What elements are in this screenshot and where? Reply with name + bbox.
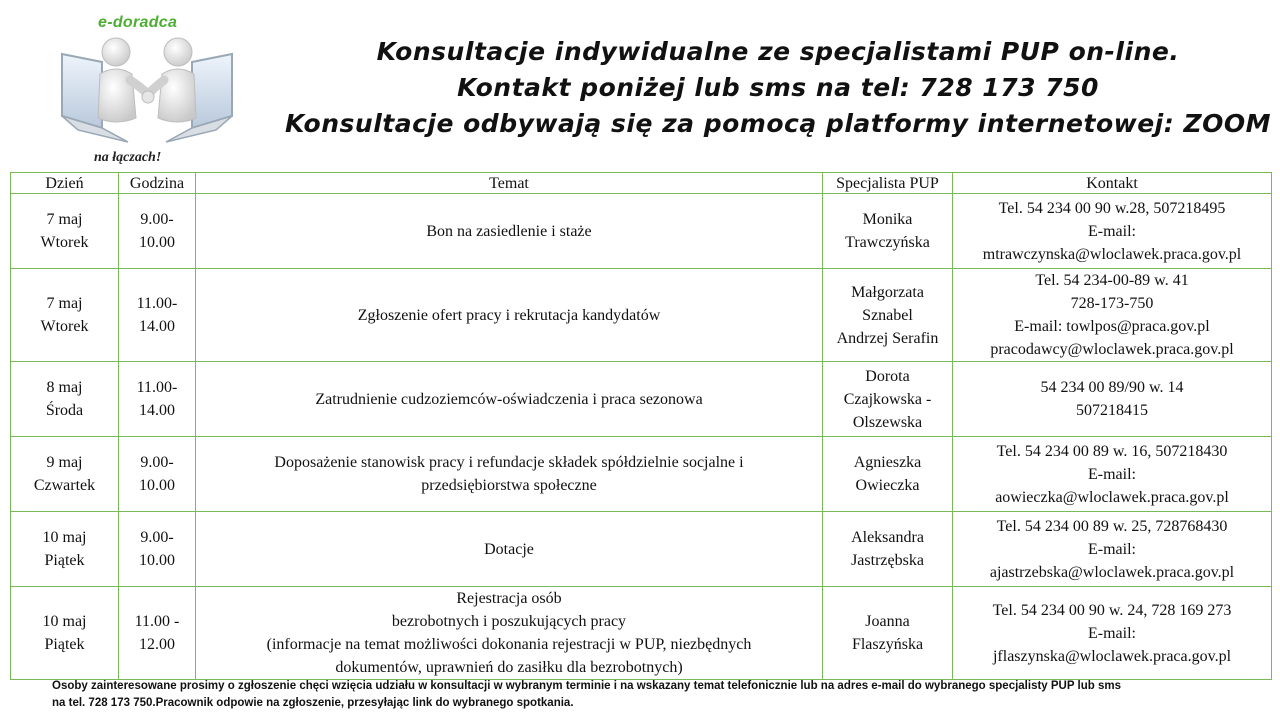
cell-contact[interactable]: 54 234 00 89/90 w. 14 507218415: [953, 362, 1272, 437]
column-header-topic: Temat: [196, 173, 823, 194]
handshake-laptops-icon: [58, 30, 236, 148]
table-row: [11, 587, 1272, 680]
cell-contact[interactable]: Tel. 54 234 00 90 w. 24, 728 169 273 E-mail: jflaszynska@wloclawek.praca.gov.pl: [953, 587, 1272, 680]
cell-day: 10 maj Piątek: [11, 512, 119, 587]
logo-brand-text: e-doradca: [98, 14, 178, 31]
cell-contact[interactable]: Tel. 54 234 00 90 w.28, 507218495 E-mail: mtrawczynska@wloclawek.praca.gov.pl: [953, 194, 1272, 269]
logo: [58, 10, 236, 168]
cell-topic: Dotacje: [196, 512, 823, 587]
cell-specialist: Monika Trawczyńska: [823, 194, 953, 269]
table-header-row: [11, 173, 1272, 194]
header-line-platform: Konsultacje odbywają się za pomocą platformy internetowej: ZOOM: [285, 109, 1271, 138]
cell-contact[interactable]: Tel. 54 234-00-89 w. 41 728-173-750 E-mail: towlpos@praca.gov.pl pracodawcy@wloclawek.praca.gov.pl: [953, 269, 1272, 362]
column-header-time: Godzina: [119, 173, 196, 194]
consultation-schedule-table: [10, 172, 1272, 680]
cell-topic: Bon na zasiedlenie i staże: [196, 194, 823, 269]
cell-day: 7 maj Wtorek: [11, 269, 119, 362]
footer-note: [52, 678, 1267, 712]
page-header: [280, 34, 1276, 142]
table-row: [11, 437, 1272, 512]
table-row: [11, 194, 1272, 269]
cell-day: 7 maj Wtorek: [11, 194, 119, 269]
cell-topic: Zgłoszenie ofert pracy i rekrutacja kandydatów: [196, 269, 823, 362]
cell-contact[interactable]: Tel. 54 234 00 89 w. 16, 507218430 E-mail: aowieczka@wloclawek.praca.gov.pl: [953, 437, 1272, 512]
cell-time: 9.00- 10.00: [119, 437, 196, 512]
cell-contact[interactable]: Tel. 54 234 00 89 w. 25, 728768430 E-mail: ajastrzebska@wloclawek.praca.gov.pl: [953, 512, 1272, 587]
logo-tagline: na łączach!: [94, 150, 162, 165]
cell-time: 11.00- 14.00: [119, 269, 196, 362]
column-header-specialist: Specjalista PUP: [823, 173, 953, 194]
footer-note-line-1: Osoby zainteresowane prosimy o zgłoszenie chęci wzięcia udziału w konsultacji w wybranym terminie i na wskazany temat telefonicznie lub na adres e-mail do wybranego specjalisty PUP lub sms: [52, 680, 1121, 692]
cell-time: 9.00- 10.00: [119, 512, 196, 587]
cell-specialist: Małgorzata Sznabel Andrzej Serafin: [823, 269, 953, 362]
header-line-consultations: Konsultacje indywidualne ze specjalistami PUP on-line.: [376, 37, 1180, 66]
column-header-contact: Kontakt: [953, 173, 1272, 194]
table-row: [11, 362, 1272, 437]
cell-time: 11.00 - 12.00: [119, 587, 196, 680]
cell-specialist: Agnieszka Owieczka: [823, 437, 953, 512]
cell-topic: Zatrudnienie cudzoziemców-oświadczenia i praca sezonowa: [196, 362, 823, 437]
cell-topic: Doposażenie stanowisk pracy i refundacje składek spółdzielnie socjalne i przedsiębiorstwa społeczne: [196, 437, 823, 512]
cell-day: 8 maj Środa: [11, 362, 119, 437]
cell-day: 9 maj Czwartek: [11, 437, 119, 512]
cell-specialist: Dorota Czajkowska - Olszewska: [823, 362, 953, 437]
cell-day: 10 maj Piątek: [11, 587, 119, 680]
table-row: [11, 512, 1272, 587]
cell-time: 11.00- 14.00: [119, 362, 196, 437]
cell-time: 9.00- 10.00: [119, 194, 196, 269]
cell-topic: Rejestracja osób bezrobotnych i poszukujących pracy (informacje na temat możliwości dokonania rejestracji w PUP, niezbędnych dokumentów, uprawnień do zasiłku dla bezrobotnych): [196, 587, 823, 680]
column-header-day: Dzień: [11, 173, 119, 194]
cell-specialist: Aleksandra Jastrzębska: [823, 512, 953, 587]
header-line-contact: Kontakt poniżej lub sms na tel: 728 173 750: [457, 73, 1099, 102]
cell-specialist: Joanna Flaszyńska: [823, 587, 953, 680]
table-row: [11, 269, 1272, 362]
footer-note-line-2: na tel. 728 173 750.Pracownik odpowie na zgłoszenie, przesyłając link do wybranego spotkania.: [52, 697, 574, 709]
